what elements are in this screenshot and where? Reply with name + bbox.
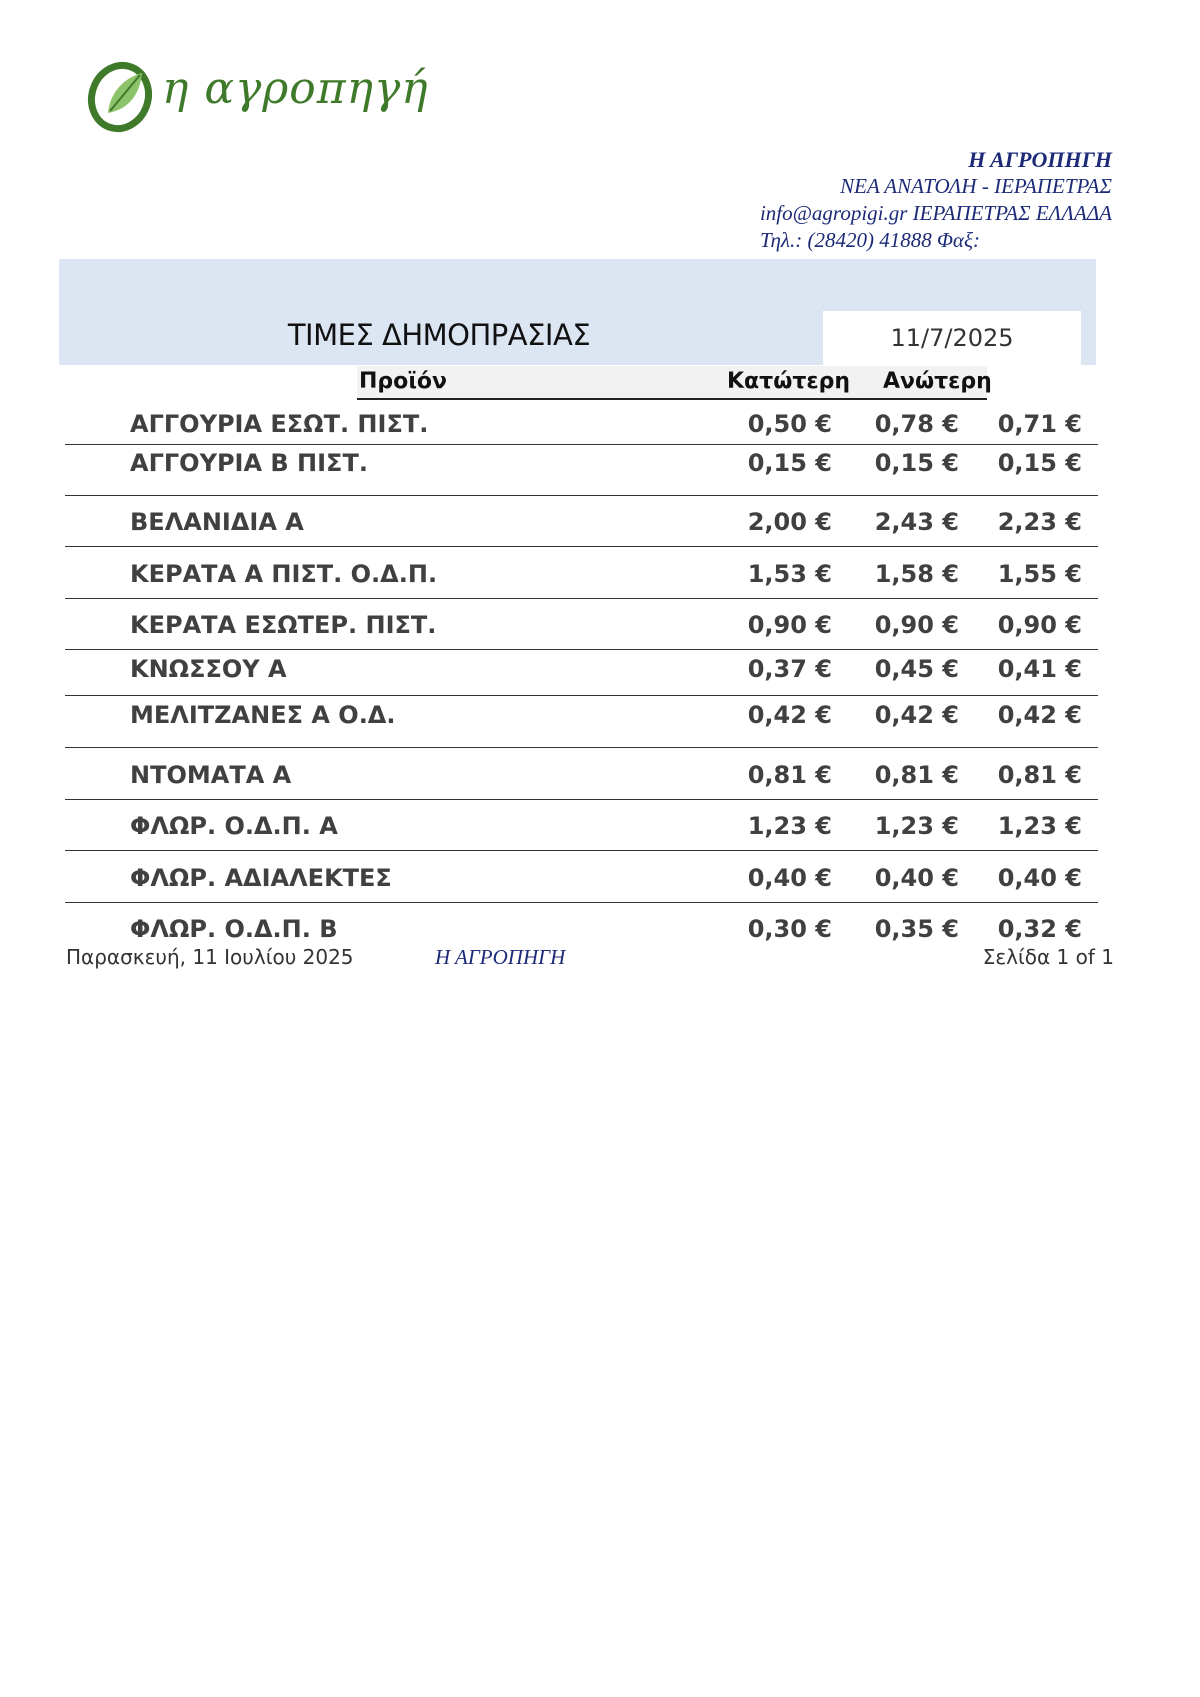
high-price-cell: 0,45 € <box>874 655 959 683</box>
high-price-cell: 0,78 € <box>874 410 959 438</box>
product-cell: ΚΕΡΑΤΑ ΕΣΩΤΕΡ. ΠΙΣΤ. <box>130 611 437 639</box>
product-cell: ΦΛΩΡ. Ο.Δ.Π. Β <box>130 915 338 943</box>
avg-price-cell: 0,81 € <box>997 761 1082 789</box>
report-title: ΤΙΜΕΣ ΔΗΜΟΠΡΑΣΙΑΣ <box>287 318 591 352</box>
table-row <box>65 695 1098 748</box>
avg-price-cell: 0,71 € <box>997 410 1082 438</box>
product-cell: ΦΛΩΡ. ΑΔΙΑΛΕΚΤΕΣ <box>130 864 392 892</box>
high-price-cell: 1,58 € <box>874 560 959 588</box>
high-price-cell: 0,42 € <box>874 701 959 729</box>
leaf-logo-icon <box>86 55 156 135</box>
footer-page: Σελίδα 1 of 1 <box>982 945 1114 969</box>
table-row <box>65 649 1098 696</box>
product-cell: ΚΕΡΑΤΑ Α ΠΙΣΤ. Ο.Δ.Π. <box>130 560 438 588</box>
high-price-cell: 0,90 € <box>874 611 959 639</box>
report-date: 11/7/2025 <box>823 311 1081 365</box>
avg-price-cell: 0,42 € <box>997 701 1082 729</box>
brand-logo <box>86 55 429 145</box>
company-address: ΝΕΑ ΑΝΑΤΟΛΗ - ΙΕΡΑΠΕΤΡΑΣ <box>840 174 1112 198</box>
table-row <box>65 404 1098 445</box>
avg-price-cell: 1,23 € <box>997 812 1082 840</box>
low-price-cell: 0,30 € <box>747 915 832 943</box>
table-row <box>65 546 1098 599</box>
product-cell: ΜΕΛΙΤΖΑΝΕΣ Α Ο.Δ. <box>130 701 396 729</box>
table-row <box>65 850 1098 903</box>
avg-price-cell: 2,23 € <box>997 508 1082 536</box>
product-cell: ΝΤΟΜΑΤΑ Α <box>130 761 292 789</box>
company-info <box>760 146 1112 254</box>
product-cell: ΒΕΛΑΝΙΔΙΑ Α <box>130 508 304 536</box>
low-price-cell: 0,40 € <box>747 864 832 892</box>
low-price-cell: 2,00 € <box>747 508 832 536</box>
company-name: Η ΑΓΡΟΠΗΓΗ <box>968 147 1112 172</box>
low-price-cell: 1,23 € <box>747 812 832 840</box>
low-price-cell: 0,37 € <box>747 655 832 683</box>
high-price-cell: 0,81 € <box>874 761 959 789</box>
product-cell: ΚΝΩΣΣΟΥ Α <box>130 655 287 683</box>
table-row <box>65 597 1098 650</box>
high-price-cell: 0,15 € <box>874 449 959 477</box>
brand-logo-text: η αγροπηγή <box>162 63 429 114</box>
product-cell: ΑΓΓΟΥΡΙΑ Β ΠΙΣΤ. <box>130 449 368 477</box>
company-phone: Τηλ.: (28420) 41888 Φαξ: <box>759 228 980 252</box>
company-email: info@agropigi.gr ΙΕΡΑΠΕΤΡΑΣ ΕΛΛΑΔΑ <box>759 201 1112 225</box>
avg-price-cell: 0,90 € <box>997 611 1082 639</box>
low-price-cell: 0,90 € <box>747 611 832 639</box>
avg-price-cell: 0,40 € <box>997 864 1082 892</box>
low-price-cell: 0,81 € <box>747 761 832 789</box>
low-price-cell: 0,50 € <box>747 410 832 438</box>
high-price-cell: 1,23 € <box>874 812 959 840</box>
low-price-cell: 1,53 € <box>747 560 832 588</box>
header-product: Προϊόν <box>359 369 447 394</box>
avg-price-cell: 1,55 € <box>997 560 1082 588</box>
high-price-cell: 0,35 € <box>874 915 959 943</box>
low-price-cell: 0,15 € <box>747 449 832 477</box>
table-row <box>65 901 1098 941</box>
high-price-cell: 0,40 € <box>874 864 959 892</box>
product-cell: ΑΓΓΟΥΡΙΑ ΕΣΩΤ. ΠΙΣΤ. <box>130 410 429 438</box>
avg-price-cell: 0,32 € <box>997 915 1082 943</box>
table-row <box>65 747 1098 800</box>
product-cell: ΦΛΩΡ. Ο.Δ.Π. Α <box>130 812 338 840</box>
footer-company: Η ΑΓΡΟΠΗΓΗ <box>435 945 566 969</box>
table-row <box>65 798 1098 851</box>
header-high: Ανώτερη <box>883 369 992 394</box>
high-price-cell: 2,43 € <box>874 508 959 536</box>
table-row <box>65 494 1098 547</box>
header-underline <box>357 398 987 400</box>
header-low: Κατώτερη <box>727 369 851 394</box>
footer-date: Παρασκευή, 11 Ιουλίου 2025 <box>66 945 354 969</box>
low-price-cell: 0,42 € <box>747 701 832 729</box>
avg-price-cell: 0,15 € <box>997 449 1082 477</box>
avg-price-cell: 0,41 € <box>997 655 1082 683</box>
table-row <box>65 443 1098 496</box>
